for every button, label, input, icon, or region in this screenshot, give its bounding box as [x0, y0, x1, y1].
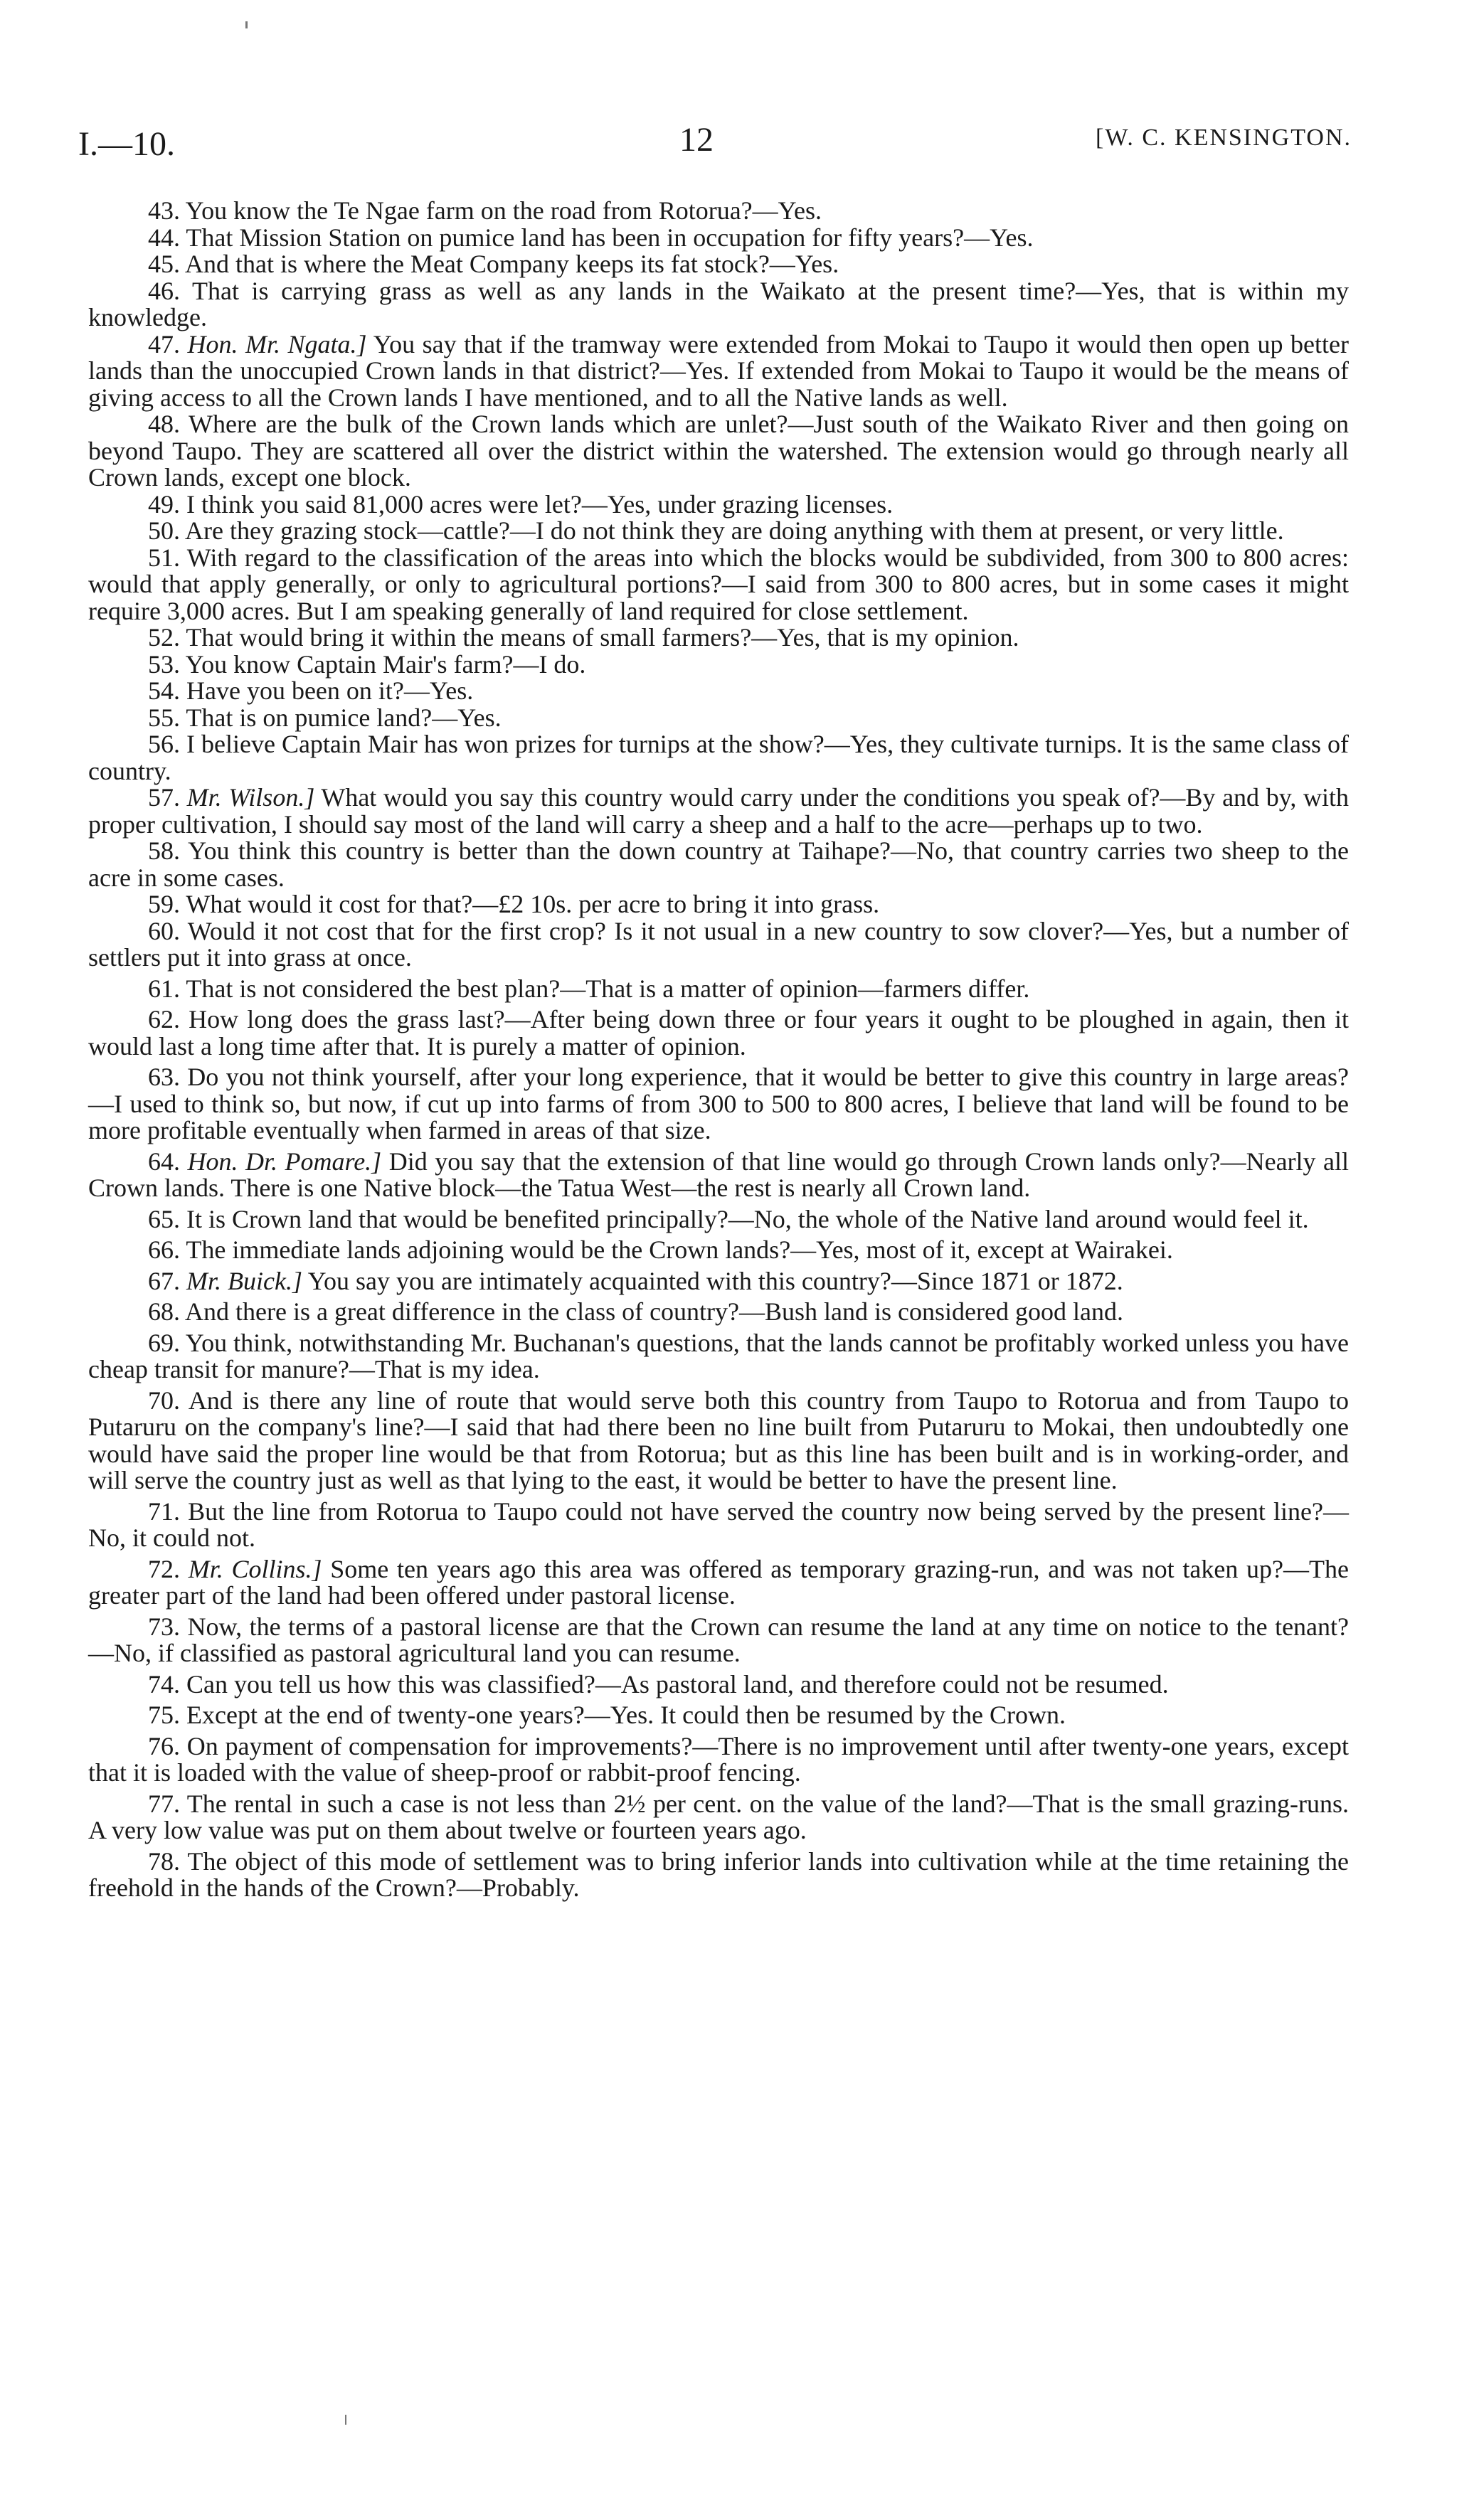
question-number: 68. [148, 1297, 180, 1326]
question-answer-text: How long does the grass last?—After being down three or four years it ought to be ploughed in again, then it would last a long time after that. It is purely a matter of opinion. [88, 1005, 1350, 1060]
testimony-paragraph [88, 838, 1349, 891]
testimony-paragraph [88, 976, 1349, 1003]
testimony-paragraph [88, 1556, 1349, 1610]
question-number: 77. [148, 1789, 180, 1818]
testimony-paragraph [88, 1733, 1349, 1787]
question-number: 55. [148, 703, 180, 732]
question-number: 63. [148, 1063, 180, 1091]
question-number: 46. [148, 276, 180, 305]
question-answer-text: What would it cost for that?—£2 10s. per acre to bring it into grass. [186, 890, 880, 918]
question-number: 47. [148, 329, 180, 358]
question-answer-text: You say you are intimately acquainted with this country?—Since 1871 or 1872. [307, 1266, 1123, 1295]
question-answer-text: And that is where the Meat Company keeps its fat stock?—Yes. [185, 250, 839, 278]
question-answer-text: Would it not cost that for the first crop? Is it not usual in a new country to sow clover?—Yes, but a number of settlers put it into grass at once. [88, 916, 1349, 972]
testimony-paragraph [88, 1064, 1349, 1144]
question-number: 75. [148, 1701, 180, 1729]
page-number: 12 [679, 121, 714, 159]
question-number: 71. [148, 1496, 180, 1526]
question-number: 60. [148, 916, 180, 945]
question-answer-text: Except at the end of twenty-one years?—Yes. It could then be resumed by the Crown. [186, 1701, 1066, 1729]
question-number: 58. [148, 836, 180, 865]
testimony-paragraph [88, 1268, 1349, 1295]
testimony-paragraph [88, 198, 1349, 225]
question-number: 57. [148, 783, 180, 812]
question-answer-text: The object of this mode of settlement was to bring inferior lands into cultivation while at the time retaining the freehold in the hands of the Crown?—Probably. [88, 1846, 1349, 1902]
question-number: 73. [148, 1612, 180, 1641]
question-answer-text: That Mission Station on pumice land has been in occupation for fifty years?—Yes. [186, 223, 1034, 252]
question-answer-text: I believe Captain Mair has won prizes for turnips at the show?—Yes, they cultivate turnips. It is the same class of country. [88, 730, 1350, 785]
question-number: 64. [148, 1147, 180, 1176]
question-number: 67. [148, 1266, 180, 1295]
testimony-paragraph [88, 918, 1349, 972]
testimony-paragraph [88, 624, 1349, 652]
testimony-paragraph [88, 518, 1349, 545]
testimony-paragraph [88, 411, 1349, 491]
question-answer-text: That is carrying grass as well as any lands in the Waikato at the present time?—Yes, that is within my knowledge. [88, 276, 1349, 331]
testimony-paragraph [88, 1614, 1349, 1667]
speaker-name: Mr. Buick.] [186, 1266, 302, 1295]
question-number: 78. [148, 1846, 180, 1876]
question-number: 45. [148, 250, 180, 278]
question-answer-text: You say that if the tramway were extended from Mokai to Taupo it would then open up better lands than the unoccupied Crown lands in that district?—Yes. If extended from Mokai to Taupo it would be the means of giving access to all the Crown lands I have mentioned, and to all the Native lands as well. [88, 329, 1350, 412]
testimony-paragraph [88, 1671, 1349, 1698]
question-answer-text: And is there any line of route that would serve both this country from Taupo to Rotorua and from Taupo to Putaruru on the company's line?—I said that had there been no line built from Putaruru to Mokai, then undoubtedly one would have said the proper line would be that from Rotorua; but as this line has been built and is in working-order, and will serve the country just as well as that lying to the east, it would be better to have the present line. [88, 1386, 1350, 1494]
question-answer-text: Did you say that the extension of that line would go through Crown lands only?—Nearly all Crown lands. There is one Native block—the Tatua West—the rest is nearly all Crown land. [88, 1147, 1350, 1202]
report-reference: I.—10. [78, 125, 175, 163]
question-number: 43. [148, 196, 180, 225]
question-answer-text: Where are the bulk of the Crown lands which are unlet?—Just south of the Waikato River and then going on beyond Taupo. They are scattered all over the district within the watershed. The extension would go through nearly all Crown lands, except one block. [88, 410, 1349, 491]
speck-mark [345, 2415, 346, 2425]
question-number: 52. [148, 623, 180, 652]
testimony-body [88, 198, 1349, 1902]
testimony-paragraph [88, 785, 1349, 838]
question-number: 74. [148, 1669, 180, 1698]
testimony-paragraph [88, 1299, 1349, 1326]
testimony-paragraph [88, 491, 1349, 519]
question-answer-text: That is not considered the best plan?—That is a matter of opinion—farmers differ. [186, 974, 1030, 1003]
question-number: 62. [148, 1005, 180, 1033]
testimony-paragraph [88, 278, 1349, 331]
question-answer-text: Have you been on it?—Yes. [186, 676, 474, 705]
question-number: 65. [148, 1204, 180, 1233]
testimony-paragraph [88, 1237, 1349, 1264]
testimony-paragraph [88, 1496, 1350, 1552]
question-answer-text: You know the Te Ngae farm on the road from Rotorua?—Yes. [185, 196, 822, 225]
testimony-paragraph [88, 1149, 1349, 1202]
question-number: 59. [148, 890, 180, 918]
testimony-paragraph [88, 891, 1349, 918]
testimony-paragraph [88, 1791, 1349, 1844]
question-answer-text: And there is a great difference in the class of country?—Bush land is considered good land. [185, 1297, 1123, 1326]
testimony-paragraph [88, 705, 1349, 732]
speck-mark [245, 21, 248, 28]
question-number: 69. [148, 1328, 180, 1357]
question-answer-text: On payment of compensation for improvements?—There is no improvement until after twenty-one years, except that it is loaded with the value of sheep-proof or rabbit-proof fencing. [88, 1731, 1349, 1787]
question-answer-text: The immediate lands adjoining would be the Crown lands?—Yes, most of it, except at Wairakei. [186, 1235, 1173, 1264]
speaker-name: Hon. Dr. Pomare.] [187, 1147, 382, 1176]
question-answer-text: Do you not think yourself, after your long experience, that it would be better to give this country in large areas?—I used to think so, but now, if cut up into farms of from 300 to 500 to 800 acres, I believe that land will be found to be more profitable eventually when farmed in areas of that size. [88, 1063, 1349, 1144]
question-answer-text: It is Crown land that would be benefited principally?—No, the whole of the Native land around would feel it. [186, 1204, 1309, 1233]
testimony-paragraph [88, 649, 1349, 679]
page-header [78, 121, 1352, 174]
question-answer-text: That is on pumice land?—Yes. [186, 703, 502, 732]
testimony-paragraph [88, 1330, 1349, 1383]
testimony-paragraph [88, 545, 1349, 625]
question-answer-text: You think this country is better than the down country at Taihape?—No, that country carries two sheep to the acre in some cases. [88, 836, 1349, 892]
question-number: 76. [148, 1731, 180, 1760]
testimony-paragraph [88, 1388, 1349, 1494]
question-number: 44. [148, 223, 180, 252]
question-number: 70. [148, 1386, 180, 1415]
speaker-name: Mr. Collins.] [188, 1554, 322, 1583]
question-answer-text: But the line from Rotorua to Taupo could not have served the country now being served by the present line?—No, it could not. [88, 1496, 1350, 1552]
speaker-name: Hon. Mr. Ngata.] [187, 329, 367, 358]
question-number: 56. [148, 730, 180, 758]
testimony-paragraph [88, 1846, 1349, 1902]
question-number: 49. [148, 489, 180, 519]
question-answer-text: I think you said 81,000 acres were let?—Yes, under grazing licenses. [186, 489, 894, 519]
question-number: 50. [148, 516, 180, 545]
testimony-paragraph [88, 731, 1349, 785]
testimony-paragraph [88, 1006, 1349, 1060]
question-answer-text: That would bring it within the means of small farmers?—Yes, that is my opinion. [186, 623, 1019, 652]
testimony-paragraph [88, 1702, 1349, 1729]
testimony-paragraph [88, 251, 1349, 278]
question-number: 54. [148, 676, 180, 705]
testimony-paragraph [88, 331, 1349, 412]
question-answer-text: Are they grazing stock—cattle?—I do not think they are doing anything with them at present, or very little. [185, 516, 1284, 545]
question-answer-text: What would you say this country would carry under the conditions you speak of?—By and by, with proper cultivation, I should say most of the land will carry a sheep and a half to the acre—perhaps up to two. [88, 783, 1349, 839]
testimony-paragraph [88, 1206, 1349, 1233]
question-number: 51. [148, 543, 180, 572]
testimony-paragraph [88, 225, 1349, 252]
question-answer-text: You think, notwithstanding Mr. Buchanan's questions, that the lands cannot be profitably worked unless you have cheap transit for manure?—That is my idea. [88, 1328, 1350, 1383]
question-answer-text: Some ten years ago this area was offered as temporary grazing-run, and was not taken up?—The greater part of the land had been offered under pastoral license. [88, 1554, 1350, 1610]
question-answer-text: Now, the terms of a pastoral license are that the Crown can resume the land at any time on notice to the tenant?—No, if classified as pastoral agricultural land you can resume. [88, 1612, 1350, 1667]
speaker-name: Mr. Wilson.] [186, 783, 315, 812]
testimony-paragraph [88, 678, 1349, 705]
question-answer-text: The rental in such a case is not less than 2½ per cent. on the value of the land?—That is the small grazing-runs. A very low value was put on them about twelve or fourteen years ago. [88, 1789, 1349, 1844]
question-answer-text: With regard to the classification of the areas into which the blocks would be subdivided, from 300 to 800 acres: would that apply generally, or only to agricultural portions?—I said from 300 to 800 acres, but in some cases it might require 3,000 acres. But I am speaking generally of land required for close settlement. [88, 543, 1349, 625]
question-number: 48. [148, 410, 180, 438]
question-answer-text: Can you tell us how this was classified?—As pastoral land, and therefore could not be resumed. [186, 1669, 1169, 1698]
question-number: 61. [148, 974, 180, 1003]
witness-name: [W. C. KENSINGTON. [1096, 124, 1352, 151]
question-number: 66. [148, 1235, 180, 1264]
question-number: 72. [148, 1554, 180, 1583]
question-number: 53. [148, 649, 180, 679]
question-answer-text: You know Captain Mair's farm?—I do. [185, 649, 586, 679]
